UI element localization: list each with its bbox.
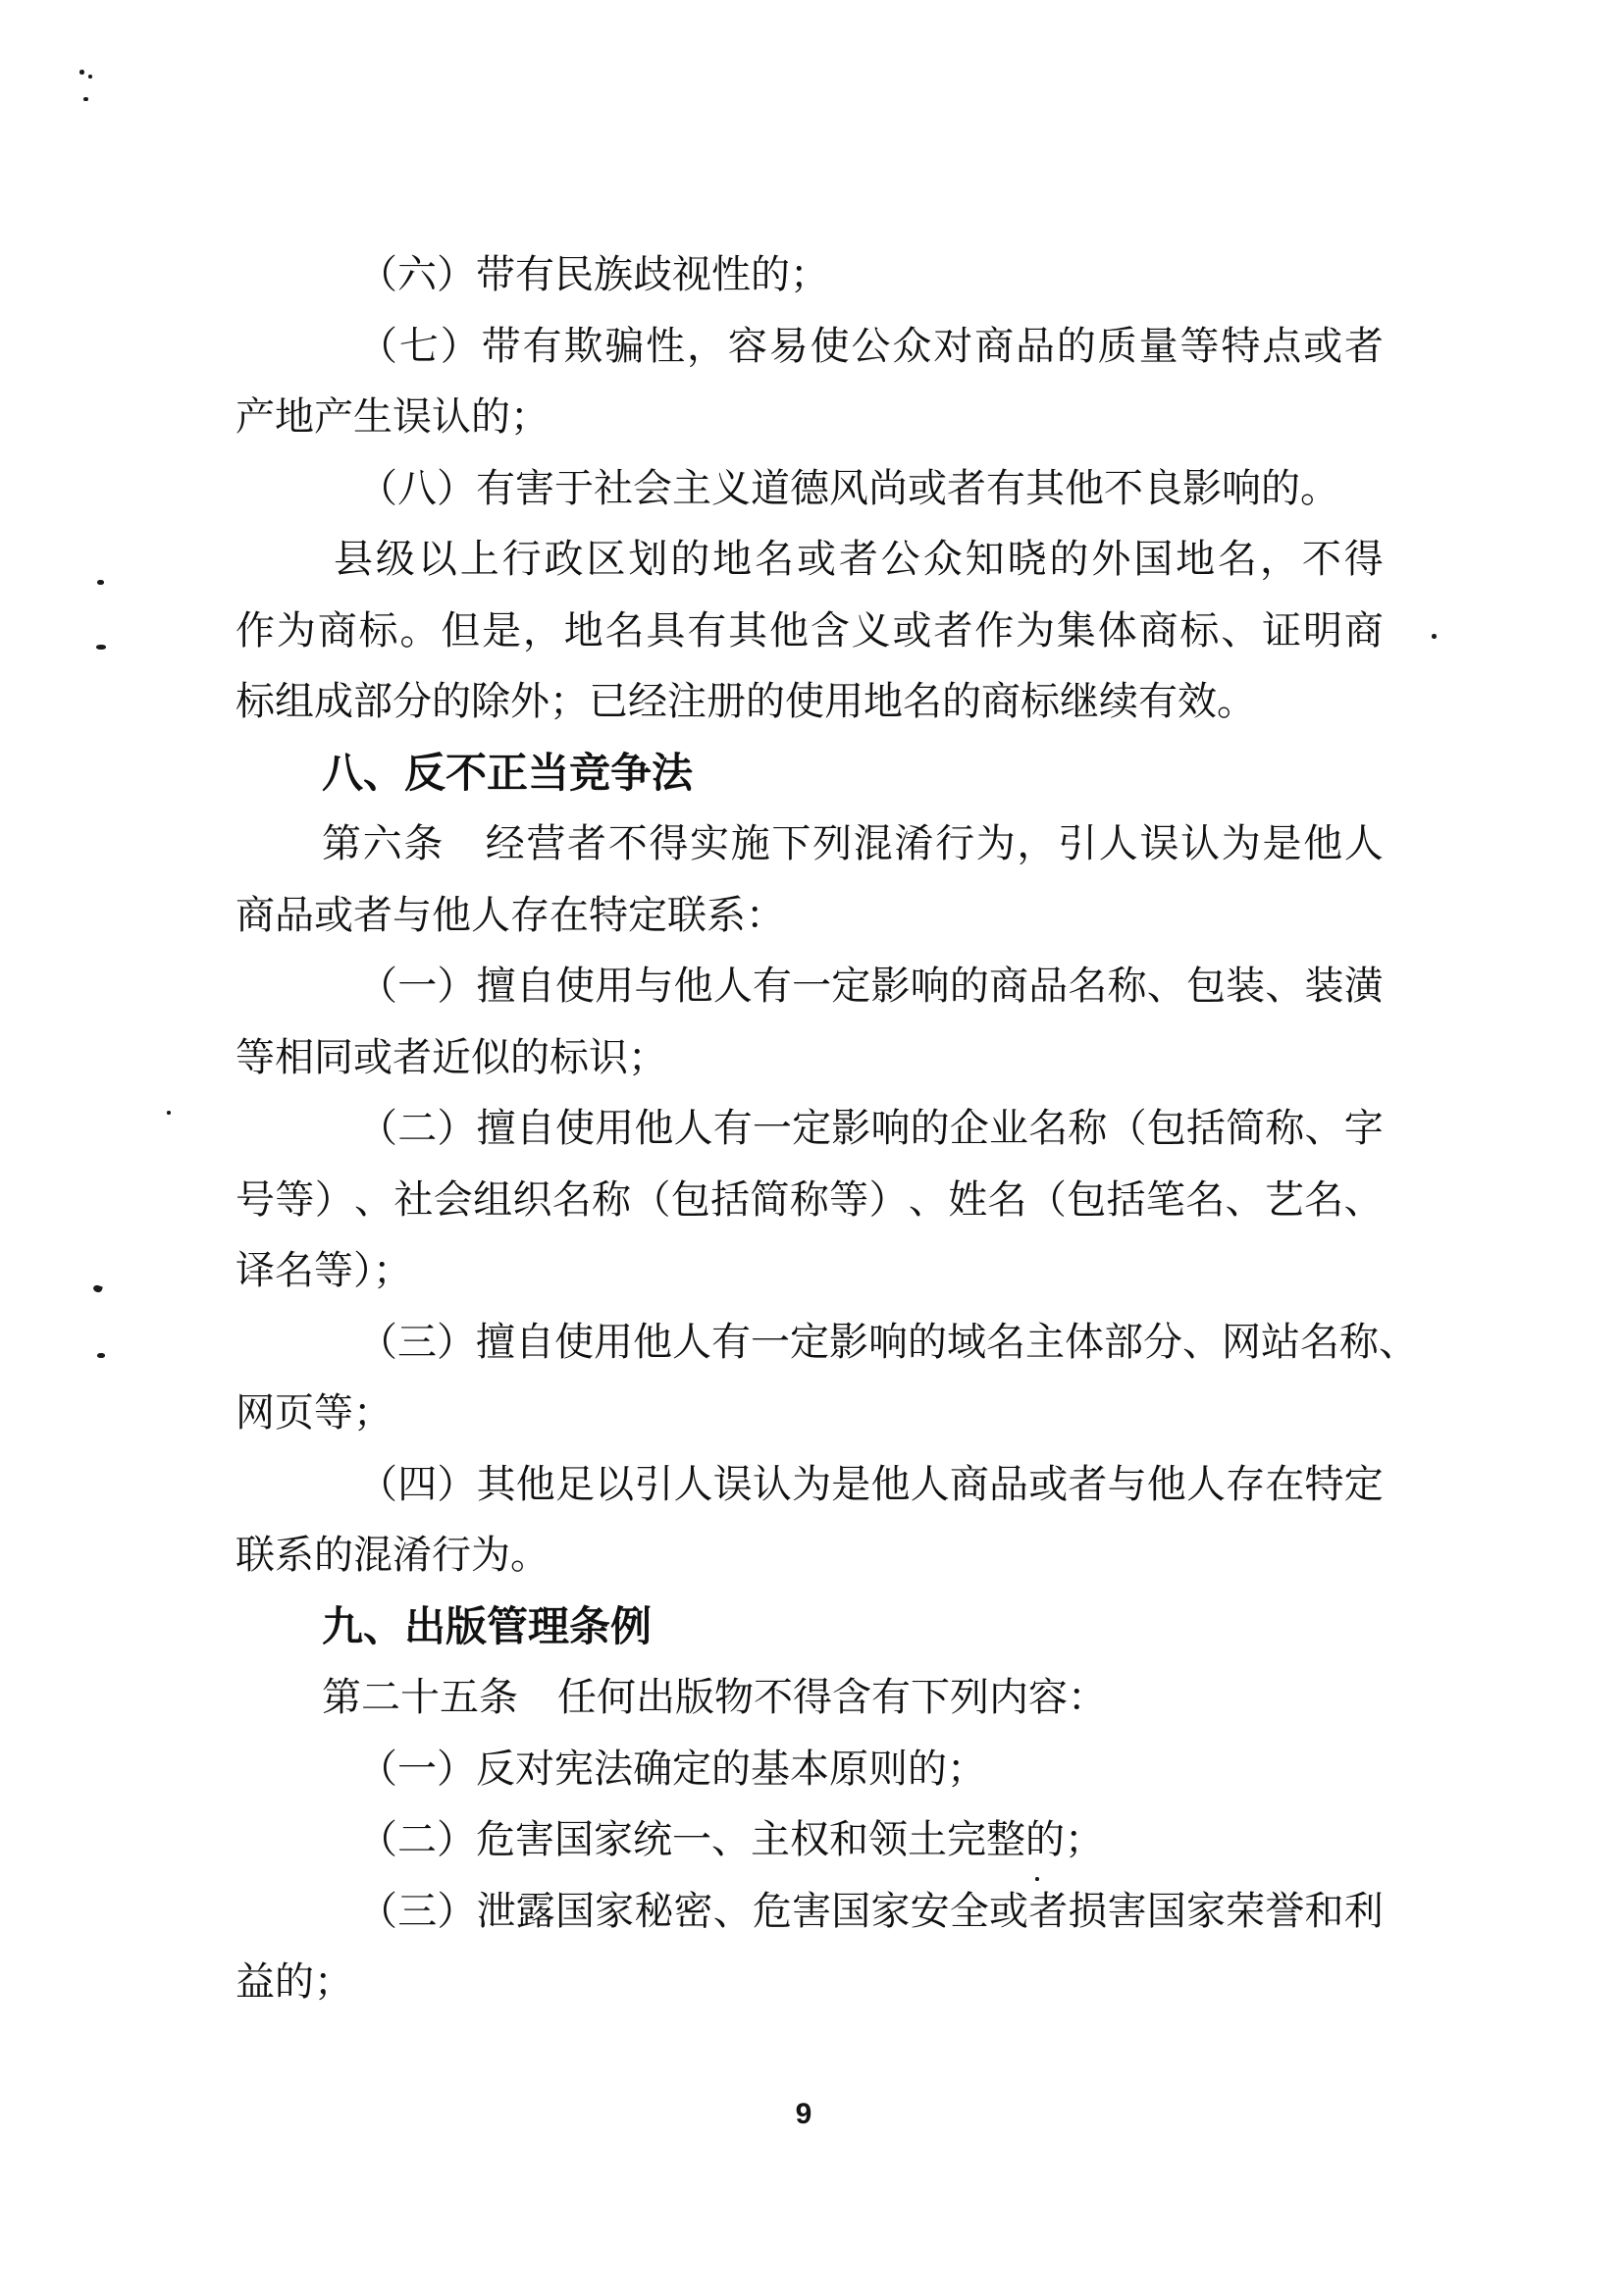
text-line: （八）有害于社会主义道德风尚或者有其他不良影响的。 <box>358 466 1339 510</box>
page-number: 9 <box>795 2098 812 2130</box>
scan-speck <box>88 75 92 78</box>
scan-speck <box>97 1353 105 1358</box>
text-line: 商品或者与他人存在特定联系： <box>236 893 785 937</box>
text-line: 联系的混淆行为。 <box>236 1534 550 1577</box>
scan-speck <box>1432 634 1437 639</box>
text-line: 第 六 条 经 营 者 不 得 实 施 下 列 混 淆 行 为 ， 引 人 误 认 为 是 他 人 <box>322 822 1384 865</box>
section-heading: 八、反不正当竞争法 <box>322 749 694 796</box>
text-line: （ 四 ） 其 他 足 以 引 人 误 认 为 是 他 人 商 品 或 者 与 他 人 存 在 特 定 <box>358 1462 1384 1506</box>
text-line: （一）反对宪法确定的基本原则的； <box>358 1747 986 1791</box>
text-line: （ 三 ） 擅 自 使 用 他 人 有 一 定 影 响 的 域 名 主 体 部 分 、 网 站 名 称 、 <box>358 1320 1418 1364</box>
text-line: （二）危害国家统一、主权和领土完整的； <box>358 1818 1104 1861</box>
text-line: （ 三 ） 泄 露 国 家 秘 密 、 危 害 国 家 安 全 或 者 损 害 国 家 荣 誉 和 利 <box>358 1889 1384 1933</box>
text-line: （ 一 ） 擅 自 使 用 与 他 人 有 一 定 影 响 的 商 品 名 称 、 包 装 、 装 潢 <box>358 965 1384 1008</box>
scan-speck <box>167 1111 171 1115</box>
text-line: 等相同或者近似的标识； <box>236 1035 667 1079</box>
section-heading: 九、出版管理条例 <box>322 1602 653 1649</box>
text-line: （六）带有民族歧视性的； <box>358 253 829 296</box>
text-line: 益的； <box>236 1960 353 2004</box>
text-line: 号 等 ） 、 社 会 组 织 名 称 （ 包 括 简 称 等 ） 、 姓 名 （ 包 括 笔 名 、 艺 名 、 <box>236 1177 1384 1222</box>
text-line: （ 二 ） 擅 自 使 用 他 人 有 一 定 影 响 的 企 业 名 称 （ 包 括 简 称 、 字 <box>358 1107 1384 1150</box>
text-line: 产地产生误认的； <box>236 395 550 439</box>
scan-speck <box>97 580 104 585</box>
scan-speck <box>92 1284 103 1294</box>
text-line: （ 七 ） 带 有 欺 骗 性 ， 容 易 使 公 众 对 商 品 的 质 量 等 特 点 或 者 <box>358 324 1384 368</box>
text-line: 第二十五条 任何出版物不得含有下列内容： <box>322 1676 1107 1719</box>
scan-speck <box>1035 1877 1039 1881</box>
document-body <box>236 239 1418 2018</box>
scan-speck <box>83 97 88 101</box>
text-line: 译名等）； <box>236 1249 412 1292</box>
text-line: 县 级 以 上 行 政 区 划 的 地 名 或 者 公 众 知 晓 的 外 国 地 名 ， 不 得 <box>334 538 1384 581</box>
scan-speck <box>79 70 84 75</box>
scan-speck <box>96 645 106 650</box>
text-line: 作 为 商 标 。 但 是 ， 地 名 具 有 其 他 含 义 或 者 作 为 集 体 商 标 、 证 明 商 <box>236 608 1384 652</box>
text-line: 标组成部分的除外；已经注册的使用地名的商标继续有效。 <box>236 680 1256 723</box>
text-line: 网页等； <box>236 1391 393 1435</box>
